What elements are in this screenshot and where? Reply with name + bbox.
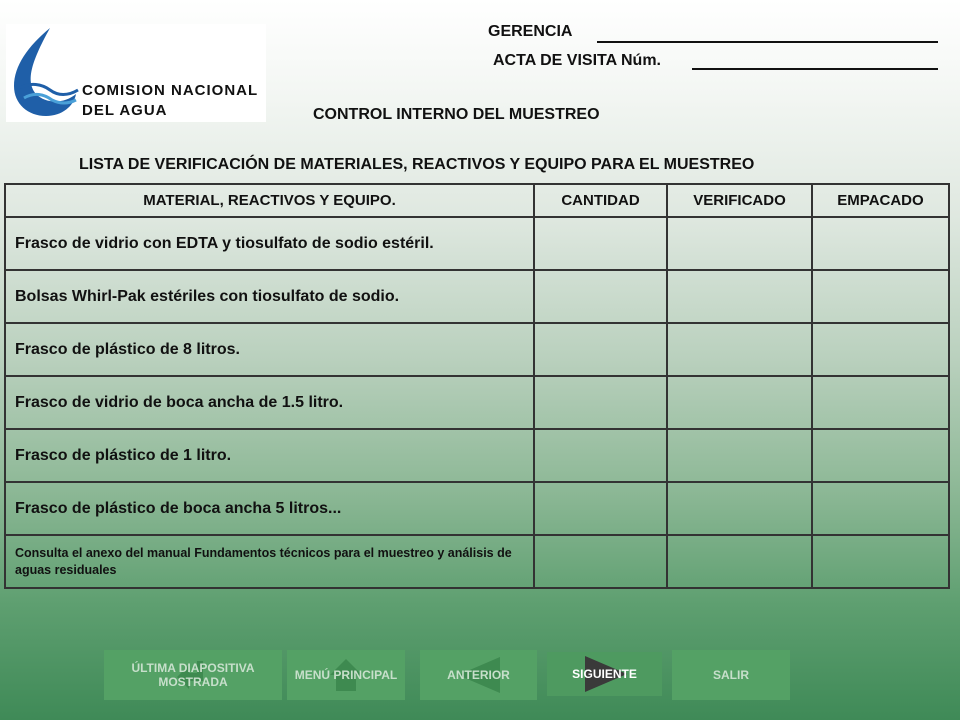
empacado-cell[interactable] xyxy=(812,535,949,588)
cantidad-cell[interactable] xyxy=(534,376,667,429)
empacado-cell[interactable] xyxy=(812,376,949,429)
table-row xyxy=(5,482,949,535)
table-row xyxy=(5,217,949,270)
conagua-logo xyxy=(6,24,266,122)
gerencia-label: GERENCIA xyxy=(488,23,573,40)
checklist-table xyxy=(4,183,950,589)
menu-label: MENÚ PRINCIPAL xyxy=(294,668,398,682)
lista-title: LISTA DE VERIFICACIÓN DE MATERIALES, REACTIVOS Y EQUIPO PARA EL MUESTREO xyxy=(79,156,755,173)
logo-text-line2: DEL AGUA xyxy=(82,102,168,119)
empacado-cell[interactable] xyxy=(812,217,949,270)
anterior-button[interactable] xyxy=(420,650,537,700)
table-row xyxy=(5,376,949,429)
salir-label: SALIR xyxy=(713,668,749,682)
cantidad-cell[interactable] xyxy=(534,323,667,376)
water-drop-icon xyxy=(6,24,86,122)
empacado-cell[interactable] xyxy=(812,270,949,323)
item-cell: Frasco de vidrio con EDTA y tiosulfato de sodio estéril. xyxy=(5,217,534,270)
ultima-label: ÚLTIMA DIAPOSITIVA MOSTRADA xyxy=(131,661,255,689)
cantidad-cell[interactable] xyxy=(534,535,667,588)
cantidad-cell[interactable] xyxy=(534,429,667,482)
table-row xyxy=(5,270,949,323)
empacado-cell[interactable] xyxy=(812,323,949,376)
verificado-cell[interactable] xyxy=(667,376,812,429)
verificado-cell[interactable] xyxy=(667,482,812,535)
salir-button[interactable] xyxy=(672,650,790,700)
verificado-cell[interactable] xyxy=(667,429,812,482)
logo-text-line1: COMISION NACIONAL xyxy=(82,82,259,99)
verificado-cell[interactable] xyxy=(667,217,812,270)
menu-principal-button[interactable] xyxy=(287,650,405,700)
table-row xyxy=(5,323,949,376)
cantidad-cell[interactable] xyxy=(534,217,667,270)
table-header-row xyxy=(5,184,949,217)
anterior-label: ANTERIOR xyxy=(447,668,510,682)
table-row xyxy=(5,429,949,482)
col-header-empacado: EMPACADO xyxy=(812,184,949,217)
verificado-cell[interactable] xyxy=(667,323,812,376)
cantidad-cell[interactable] xyxy=(534,482,667,535)
item-cell: Bolsas Whirl-Pak estériles con tiosulfato de sodio. xyxy=(5,270,534,323)
col-header-verificado: VERIFICADO xyxy=(667,184,812,217)
gerencia-blank-line xyxy=(597,41,938,43)
empacado-cell[interactable] xyxy=(812,429,949,482)
acta-blank-line xyxy=(692,68,938,70)
control-title: CONTROL INTERNO DEL MUESTREO xyxy=(313,106,600,123)
empacado-cell[interactable] xyxy=(812,482,949,535)
item-cell: Frasco de vidrio de boca ancha de 1.5 litro. xyxy=(5,376,534,429)
siguiente-button[interactable] xyxy=(547,652,662,696)
col-header-cantidad: CANTIDAD xyxy=(534,184,667,217)
item-cell: Frasco de plástico de 1 litro. xyxy=(5,429,534,482)
acta-label: ACTA DE VISITA Núm. xyxy=(493,52,661,69)
col-header-material: MATERIAL, REACTIVOS Y EQUIPO. xyxy=(5,184,534,217)
verificado-cell[interactable] xyxy=(667,535,812,588)
item-cell: Frasco de plástico de boca ancha 5 litros... xyxy=(5,482,534,535)
cantidad-cell[interactable] xyxy=(534,270,667,323)
ultima-diapositiva-button[interactable] xyxy=(104,650,282,700)
note-cell: Consulta el anexo del manual Fundamentos técnicos para el muestreo y análisis de aguas residuales xyxy=(5,535,534,588)
siguiente-label: SIGUIENTE xyxy=(572,667,637,681)
table-row xyxy=(5,535,949,588)
item-cell: Frasco de plástico de 8 litros. xyxy=(5,323,534,376)
verificado-cell[interactable] xyxy=(667,270,812,323)
